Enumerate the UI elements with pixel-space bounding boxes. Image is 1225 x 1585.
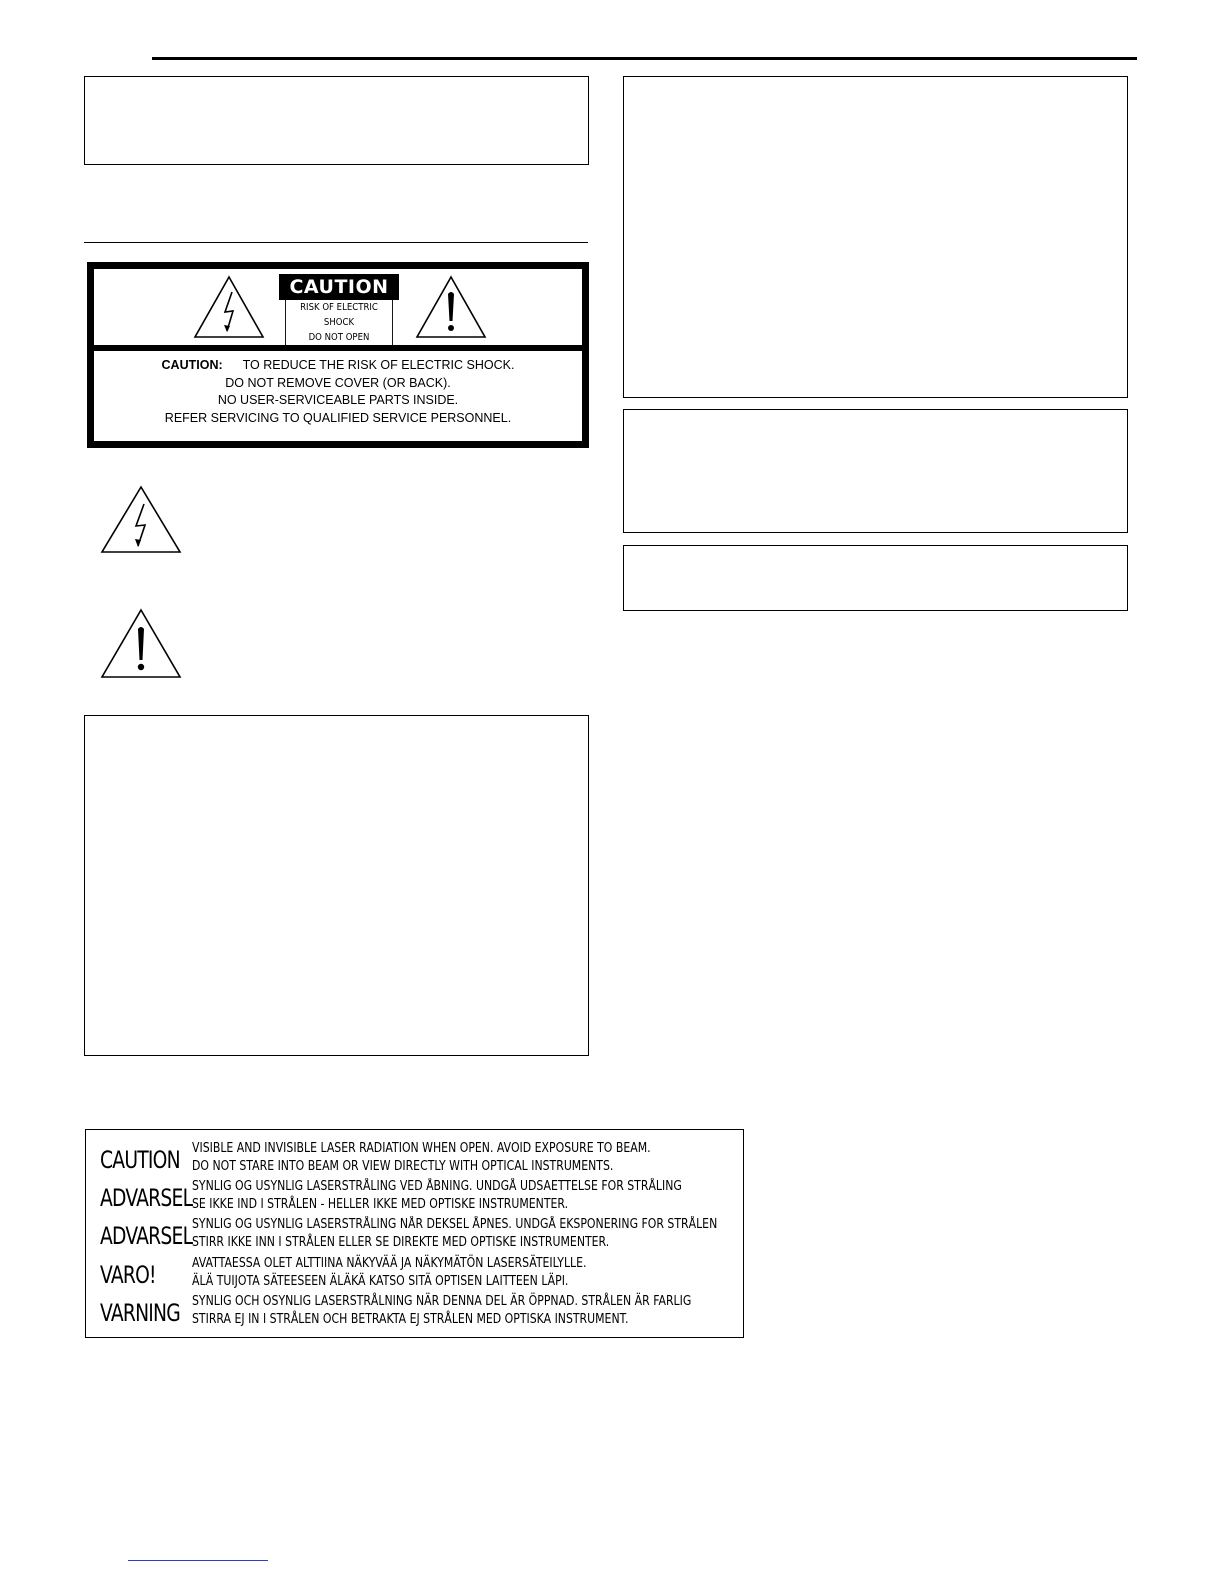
laser-row-1 <box>86 1178 741 1218</box>
caution-label <box>87 262 589 448</box>
notice-box-middle-left <box>84 715 589 1056</box>
laser-row-0 <box>86 1140 741 1180</box>
section-rule <box>84 242 588 243</box>
caution-badge-subtitle <box>285 300 393 346</box>
laser-text-4-line2: STIRRA EJ IN I STRÅLEN OCH BETRAKTA EJ STRÅLEN MED OPTISKA INSTRUMENT. <box>192 1312 629 1327</box>
laser-text-1 <box>192 1178 682 1214</box>
lightning-triangle-icon <box>193 274 265 340</box>
caution-badge-line1: RISK OF ELECTRIC SHOCK <box>300 302 378 328</box>
caution-text-label: CAUTION: <box>161 358 223 372</box>
laser-text-1-line2: SE IKKE IND I STRÅLEN - HELLER IKKE MED OPTISKE INSTRUMENTER. <box>192 1197 569 1212</box>
laser-row-3 <box>86 1255 741 1295</box>
laser-text-3-line1: AVATTAESSA OLET ALTTIINA NÄKYVÄÄ JA NÄKYMÄTÖN LASERSÄTEILYLLE. <box>192 1256 587 1271</box>
laser-text-0 <box>192 1140 651 1176</box>
notice-box-middle-right <box>623 409 1128 533</box>
lightning-symbol-icon <box>100 485 182 555</box>
notice-box-top-right <box>623 76 1128 398</box>
laser-text-1-line1: SYNLIG OG USYNLIG LASERSTRÅLING VED ÅBNING. UNDGÅ UDSAETTELSE FOR STRÅLING <box>192 1179 682 1194</box>
laser-text-4 <box>192 1293 691 1329</box>
exclamation-triangle-icon <box>415 274 487 340</box>
laser-text-3 <box>192 1255 586 1291</box>
laser-text-3-line2: ÄLÄ TUIJOTA SÄTEESEEN ÄLÄKÄ KATSO SITÄ OPTISEN LAITTEEN LÄPI. <box>192 1274 569 1289</box>
caution-text-line2: DO NOT REMOVE COVER (OR BACK). <box>225 375 451 390</box>
caution-text-line3: NO USER-SERVICEABLE PARTS INSIDE. <box>217 393 459 407</box>
laser-warning-table <box>85 1129 744 1338</box>
laser-text-2 <box>192 1216 717 1252</box>
laser-row-4 <box>86 1293 741 1333</box>
laser-text-4-line1: SYNLIG OCH OSYNLIG LASERSTRÅLNING NÄR DENNA DEL ÄR ÖPPNAD. STRÅLEN ÄR FARLIG <box>192 1294 692 1309</box>
laser-text-0-line1: VISIBLE AND INVISIBLE LASER RADIATION WHEN OPEN. AVOID EXPOSURE TO BEAM. <box>192 1141 651 1156</box>
exclamation-symbol-icon <box>100 608 182 680</box>
notice-box-top-left <box>84 76 589 165</box>
caution-text-line1: TO REDUCE THE RISK OF ELECTRIC SHOCK. <box>242 358 515 372</box>
laser-key-0: CAUTION <box>100 1146 180 1174</box>
caution-badge-title: CAUTION <box>279 274 399 300</box>
laser-key-4: VARNING <box>100 1299 180 1327</box>
notice-box-bottom-right <box>623 545 1128 611</box>
laser-row-2 <box>86 1216 741 1256</box>
laser-text-2-line1: SYNLIG OG USYNLIG LASERSTRÅLING NÅR DEKSEL ÅPNES. UNDGÅ EKSPONERING FOR STRÅLEN <box>192 1217 718 1232</box>
caution-label-divider <box>94 345 582 351</box>
caution-badge-line2: DO NOT OPEN <box>308 332 370 343</box>
laser-key-2: ADVARSEL <box>100 1222 193 1250</box>
laser-text-0-line2: DO NOT STARE INTO BEAM OR VIEW DIRECTLY WITH OPTICAL INSTRUMENTS. <box>192 1159 614 1174</box>
laser-key-3: VARO! <box>100 1261 156 1289</box>
caution-badge <box>279 274 399 346</box>
laser-text-2-line2: STIRR IKKE INN I STRÅLEN ELLER SE DIREKTE MED OPTISKE INSTRUMENTER. <box>192 1235 610 1250</box>
laser-key-1: ADVARSEL <box>100 1184 193 1212</box>
top-rule <box>152 57 1137 60</box>
footer-link-underline[interactable] <box>128 1560 268 1561</box>
caution-text-line4: REFER SERVICING TO QUALIFIED SERVICE PERSONNEL. <box>164 410 512 425</box>
caution-text <box>94 357 582 427</box>
